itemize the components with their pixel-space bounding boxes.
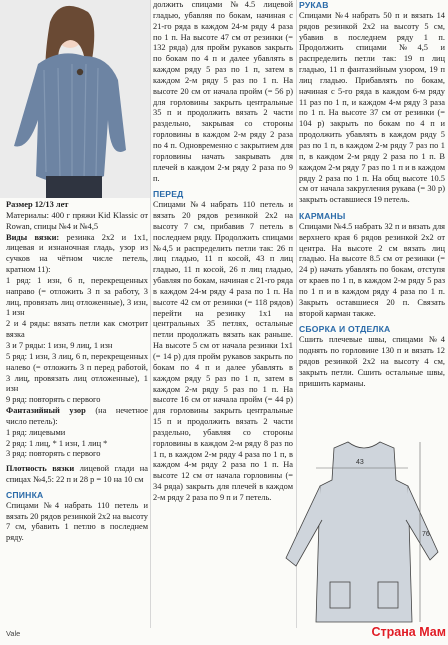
model-photo <box>0 0 150 198</box>
back-continuation: должить спицами №4.5 лицевой гладью, убавляя по бокам, начиная с 21-го ряда в каждом 24-м ряду 4 раза по 1 п. На высоте 47 см от резинки (= 132 ряда) для пройм рукавов закрыть по бокам по 4 п и далее убавлять в каждом ряду 5 раз по 1 п, затем в каждом 2-м ряду 5 раз по 1 п. На высоте 20 см от начала пройм (= 56 р) для горловины закрыть центральные 35 п и продолжить вязать 2 части раздельно, закрывая со стороны горловины в каждом 2-м ряду 2 раза по 4 п. Одновременно с закрытием для горловины начать закрывать для плечей в каждом 2-м ряду 2 раза по 9 п. <box>153 0 293 183</box>
knit-types-title: Виды вязки: <box>6 232 60 242</box>
left-column <box>6 200 148 544</box>
pattern-row-5: 5 ряд: 1 изн, 3 лиц, 6 п, перекрещенных налево (= отложить 3 п перед работой, 3 лиц, провязать лиц отложенные), 1 изн <box>6 351 148 394</box>
size-line: Размер 12/13 лет <box>6 200 69 209</box>
middle-column <box>153 0 293 504</box>
assembly-heading: СБОРКА И ОТДЕЛКА <box>299 324 391 335</box>
front-text: Спицами №4 набрать 110 петель и вязать 20 рядов резинкой 2х2 на высоту 7 см, прибавив 7 петель в последнем ряду. Продолжить спицами №4,5 и распределить петли так: 26 п лиц гладью, 11 п косой, 43 п лиц гладью, 11 п косой, 26 п лиц гладью, убавляя по бокам, начиная с 21-го ряда в каждом 24-м ряду 4 раза по 1 п. На высоте 42 см от резинки (= 118 рядов) перейти на резинку 1х1 на центральных 35 петлях, остальные петли продолжать вязать как раньше. На высоте 5 см от начала резинки 1х1 (= 14 р) для пройм рукавов закрыть по бокам по 4 п и далее убавлять в каждом ряду 5 раз по 1 п, затем в каждом 2-м ряду 5 раз по 1 п. На высоте 16 см от начала пройм (= 44 р) для горловины закрыть центральные 15 п и продолжить вязать 2 части раздельно, убавляя со стороны горловины в каждом 2-м ряду 8 раз по 1 п, в каждом 2-м ряду 4 раза по 1 п, в каждом 4-м ряду 2 раза по 1 п. На высоте 12 см от начала горловины (= 34 ряда) закрыть для плечей в каждом 2-м ряду 2 раза по 9 п и 7 петель. <box>153 200 293 502</box>
schema-height-label: 76 <box>422 531 430 538</box>
girl-in-sweater-illustration <box>0 0 150 198</box>
fancy-row-2: 2 ряд: 1 лиц, * 1 изн, 1 лиц * <box>6 438 108 448</box>
assembly-text: Сшить плечевые швы, спицами №4 поднять по горловине 130 п и вязать 12 рядов резинкой 2х2 на высоту 4 см, закрыть петли. Сшить остальные швы, пришить карманы. <box>299 335 445 388</box>
knit-types-text: резинка 2х2 и 1х1, лицевая и изнаночная гладь, узор из сучков на чётном числе петель, кратном 11): <box>6 232 149 275</box>
fancy-row-1: 1 ряд: лицевыми <box>6 427 66 437</box>
sleeve-text: Спицами №4 набрать 50 п и вязать 14 рядов резинкой 2х2 на высоту 5 см, убавив в последнем ряду 1 п. Продолжить спицами №4,5 и распределить петли так: 19 п лиц гладью, 11 п фантазийным узором, 19 п лиц гладью. Прибавлять по бокам, начиная с 5-го ряда в каждом 6-м ряду 11 раз по 1 п, и каждом 4-м ряду 3 раза по 1 п. На высоте 37 см от резинки (= 104 р) закрыть по бокам по 4 п и продолжить убавлять в каждом ряду 5 раз по 1 п, в каждом 2-м ряду 7 раз по 1 п, в каждом 2-м ряду 2 раза по 1 п. В каждом 2-м ряду 7 раз по 1 п и в каждом ряду 2 раза по 1 п. На общ высоте 10.5 см от начала закругления рукава (= 30 р) закрыть оставшиеся 19 петель. <box>299 10 445 205</box>
right-column <box>299 0 445 390</box>
back-text: Спицами №4 набрать 110 петель и вязать 20 рядов резинкой 2х2 на высоту 7 см, убавить 1 петлю в последнем ряду. <box>6 500 148 543</box>
fancy-pattern <box>6 406 148 428</box>
sweater-schema-diagram <box>278 432 446 640</box>
pattern-row-2: 2 и 4 ряды: вязать петли как смотрит вязка <box>6 319 148 340</box>
pattern-row-1: 1 ряд: 1 изн, 6 п, перекрещенных направо (= отложить 3 п за работу, 3 лиц, провязать лиц отложенные), 3 изн, 1 изн <box>6 275 148 318</box>
garment-schema <box>278 432 446 640</box>
fancy-text: (на нечетное число петель): <box>6 406 149 426</box>
density-title: Плотность вязки <box>6 464 75 474</box>
footer-left: Vale <box>6 629 21 638</box>
fancy-title: Фантазийный узор <box>6 406 86 416</box>
sleeve-heading: РУКАВ <box>299 0 329 10</box>
pattern-row-3: 3 и 7 ряды: 1 изн, 9 лиц, 1 изн <box>6 340 113 350</box>
pockets-text: Спицами №4.5 набрать 32 п и вязать для верхнего края 6 рядов резинкой 2х2 от центра. На высоте 2 см вязать лиц гладью. На высоте 8.5 см от резинки (= 24 р) начать убавлять по бокам, отступя от краев по 1 п, в каждом 2-м ряду 5 раз по 1 п и в каждом ряду 4 раза по 1 п. Закрыть оставшиеся 20 п. Связать второй карман также. <box>299 221 445 318</box>
pattern-row-9: 9 ряд: повторять с первого <box>6 395 101 405</box>
materials: Материалы: 400 г пряжи Kid Klassic от Rowan, спицы №4 и №4,5 <box>6 210 148 231</box>
fancy-row-3: 3 ряд: повторять с первого <box>6 449 101 459</box>
knit-types <box>6 233 148 276</box>
column-divider <box>150 0 151 628</box>
density-text: лицевой глади на спицах №4,5: 22 п и 28 р = 10 на 10 см <box>6 464 149 485</box>
density <box>6 464 148 486</box>
back-heading: СПИНКА <box>6 489 44 500</box>
schema-width-label: 43 <box>356 459 364 466</box>
pockets-heading: КАРМАНЫ <box>299 211 346 222</box>
watermark-logo: Страна Мам <box>371 625 446 639</box>
front-heading: ПЕРЕД <box>153 189 184 200</box>
